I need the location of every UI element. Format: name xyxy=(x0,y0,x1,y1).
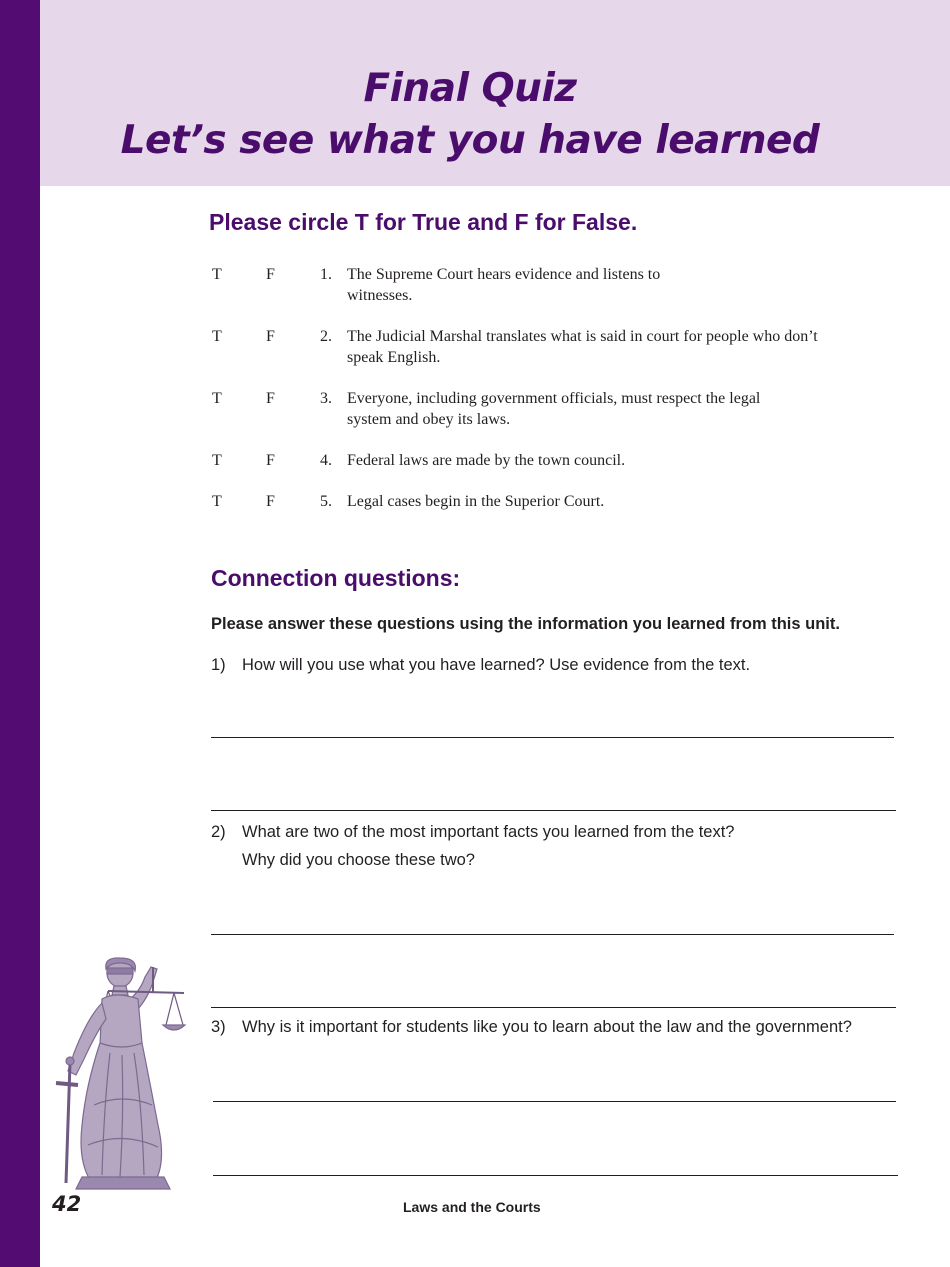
answer-line-2b[interactable] xyxy=(211,1007,896,1008)
connection-heading: Connection questions: xyxy=(211,565,461,591)
tf-false-option[interactable]: F xyxy=(266,328,275,345)
tf-item-text: Everyone, including government officials, must respect the legal system and obey its laws. xyxy=(347,390,761,428)
tf-true-option[interactable]: T xyxy=(212,452,222,469)
tf-item-text: The Supreme Court hears evidence and listens to witnesses. xyxy=(347,266,661,304)
tf-false-option[interactable]: F xyxy=(266,266,275,283)
tf-false-option[interactable]: F xyxy=(266,452,275,469)
question-text: How will you use what you have learned? Use evidence from the text. xyxy=(242,656,751,674)
tf-item-text: Legal cases begin in the Superior Court. xyxy=(347,493,605,510)
tf-item-text: Federal laws are made by the town council. xyxy=(347,452,626,469)
question-number: 3) xyxy=(211,1018,226,1036)
left-accent-bar xyxy=(0,0,40,1267)
tf-item-number: 2. xyxy=(320,328,332,345)
tf-true-option[interactable]: T xyxy=(212,493,222,510)
question-number: 1) xyxy=(211,656,226,674)
tf-false-option[interactable]: F xyxy=(266,493,275,510)
question-text: What are two of the most important facts you learned from the text? Why did you choose these two? xyxy=(242,823,735,869)
tf-item-number: 5. xyxy=(320,493,332,510)
answer-line-2a[interactable] xyxy=(211,934,894,935)
tf-item-number: 4. xyxy=(320,452,332,469)
page-title: Final Quiz xyxy=(363,66,577,111)
tf-true-option[interactable]: T xyxy=(212,266,222,283)
answer-line-1b[interactable] xyxy=(211,810,896,811)
answer-line-3b[interactable] xyxy=(213,1175,898,1176)
tf-false-option[interactable]: F xyxy=(266,390,275,407)
tf-item-number: 3. xyxy=(320,390,332,407)
tf-item-number: 1. xyxy=(320,266,332,283)
page-subtitle: Let’s see what you have learned xyxy=(120,118,820,163)
question-text: Why is it important for students like you to learn about the law and the government? xyxy=(242,1018,852,1036)
tf-true-option[interactable]: T xyxy=(212,328,222,345)
tf-item-text: The Judicial Marshal translates what is said in court for people who don’t speak English. xyxy=(347,328,818,366)
lady-justice-illustration xyxy=(46,955,186,1190)
question-number: 2) xyxy=(211,823,226,841)
connection-instructions: Please answer these questions using the information you learned from this unit. xyxy=(211,615,840,633)
answer-line-3a[interactable] xyxy=(213,1101,896,1102)
true-false-heading: Please circle T for True and F for False. xyxy=(209,209,638,235)
footer-title: Laws and the Courts xyxy=(403,1199,541,1215)
answer-line-1a[interactable] xyxy=(211,737,894,738)
page-number: 42 xyxy=(52,1192,82,1216)
tf-true-option[interactable]: T xyxy=(212,390,222,407)
